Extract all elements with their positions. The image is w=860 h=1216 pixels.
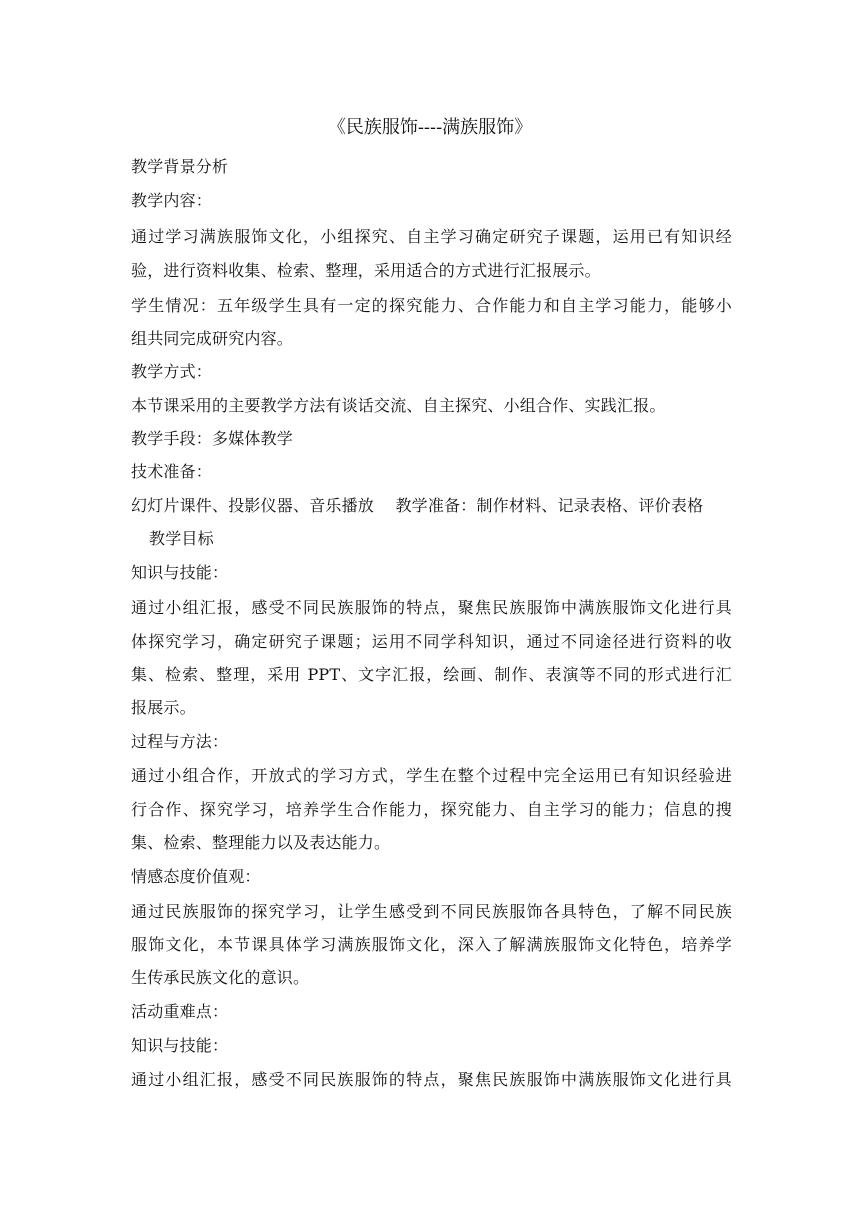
paragraph-line: 学生情况：五年级学生具有一定的探究能力、合作能力和自主学习能力，能够小 (131, 296, 732, 315)
label-process-method: 过程与方法： (131, 732, 229, 751)
label-teaching-method: 教学方式： (131, 362, 213, 381)
paragraph-line: 通过小组合作，开放式的学习方式，学生在整个过程中完全运用已有知识经验进 (131, 766, 732, 785)
label-knowledge-skills-2: 知识与技能： (131, 1036, 229, 1055)
label-teaching-means: 教学手段：多媒体教学 (131, 429, 294, 448)
paragraph-line: 报展示。 (131, 698, 196, 717)
paragraph-line: 集、检索、整理能力以及表达能力。 (131, 833, 391, 852)
paragraph-line: 本节课采用的主要教学方法有谈话交流、自主探究、小组合作、实践汇报。 (131, 396, 666, 415)
paragraph-line: 通过学习满族服饰文化，小组探究、自主学习确定研究子课题，运用已有知识经 (131, 227, 732, 246)
paragraph-line: 服饰文化，本节课具体学习满族服饰文化，深入了解满族服饰文化特色，培养学 (131, 935, 732, 954)
heading-teaching-objectives: 教学目标 (149, 529, 214, 548)
label-emotional-values: 情感态度价值观： (131, 867, 261, 886)
paragraph-line: 体探究学习，确定研究子课题；运用不同学科知识，通过不同途径进行资料的收 (131, 632, 732, 651)
heading-teaching-background: 教学背景分析 (131, 157, 229, 176)
paragraph-line: 通过民族服饰的探究学习，让学生感受到不同民族服饰各具特色，了解不同民族 (131, 902, 732, 921)
paragraph-line: 验，进行资料收集、检索、整理，采用适合的方式进行汇报展示。 (131, 261, 601, 280)
label-teaching-content: 教学内容： (131, 191, 213, 210)
label-technical-preparation: 技术准备： (131, 462, 213, 481)
paragraph-line: 通过小组汇报，感受不同民族服饰的特点，聚焦民族服饰中满族服饰文化进行具 (131, 1070, 732, 1089)
label-key-difficulties: 活动重难点： (131, 1002, 229, 1021)
paragraph-line: 通过小组汇报，感受不同民族服饰的特点，聚焦民族服饰中满族服饰文化进行具 (131, 598, 732, 617)
paragraph-line: 幻灯片课件、投影仪器、音乐播放 教学准备：制作材料、记录表格、评价表格 (131, 496, 704, 515)
paragraph-line: 集、检索、整理，采用 PPT、文字汇报，绘画、制作、表演等不同的形式进行汇 (131, 665, 732, 684)
label-knowledge-skills: 知识与技能： (131, 563, 229, 582)
paragraph-line: 行合作、探究学习，培养学生合作能力，探究能力、自主学习的能力；信息的搜 (131, 800, 732, 819)
document-title: 《民族服饰----满族服饰》 (327, 117, 533, 138)
paragraph-line: 生传承民族文化的意识。 (131, 968, 310, 987)
paragraph-line: 组共同完成研究内容。 (131, 329, 294, 348)
